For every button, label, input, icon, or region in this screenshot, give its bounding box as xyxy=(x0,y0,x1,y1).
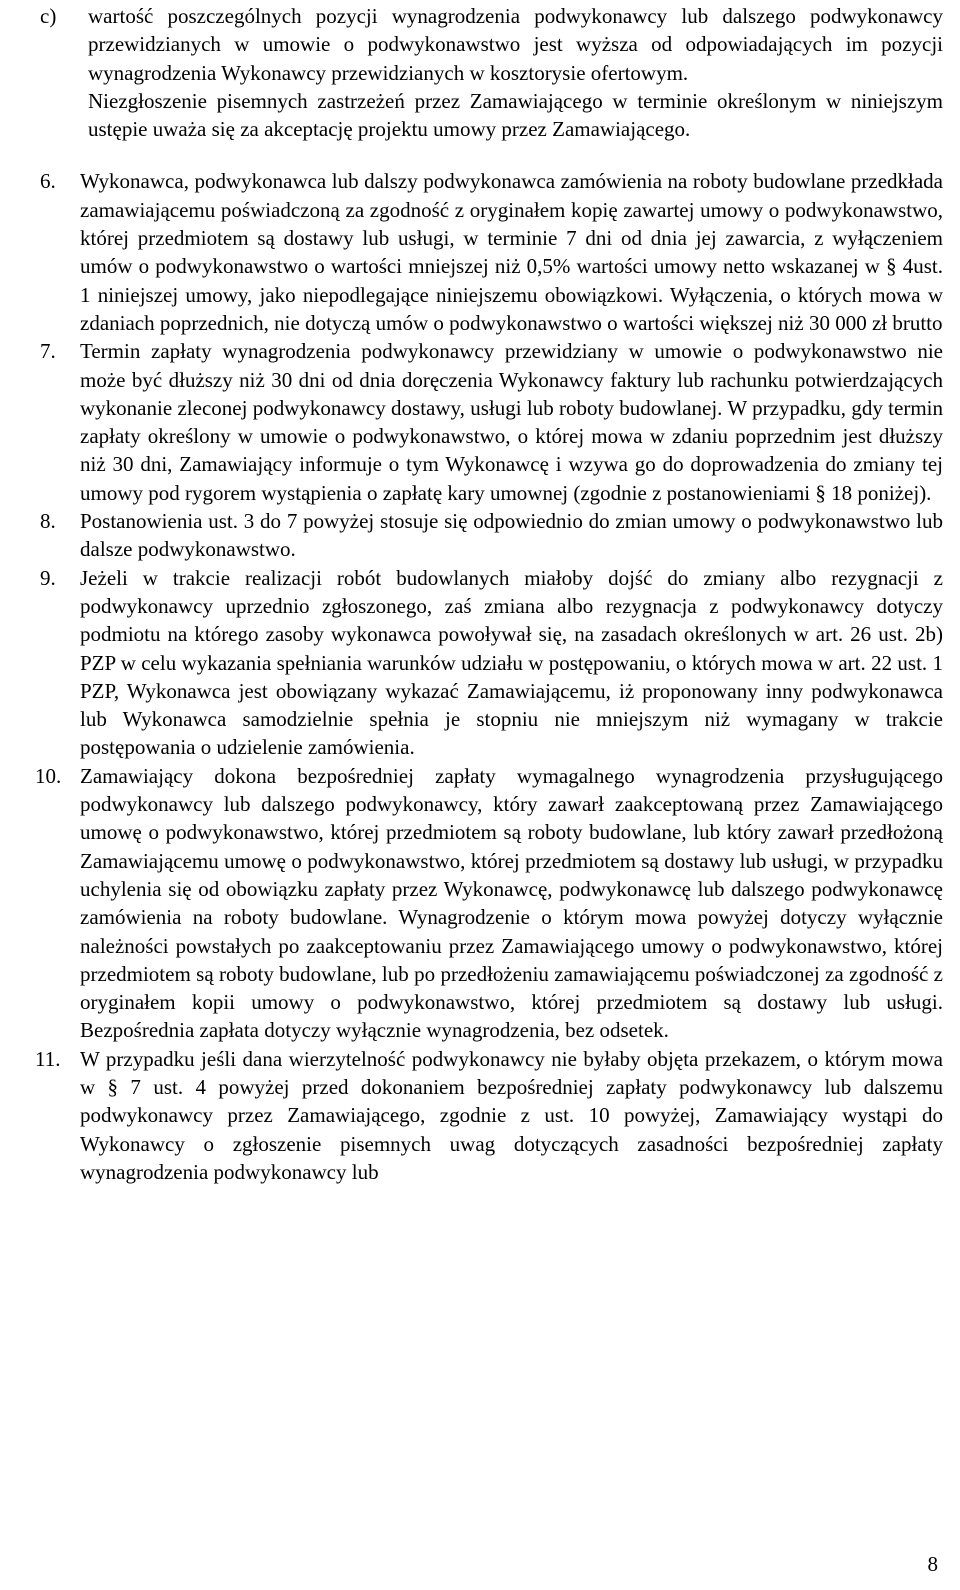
item-number: 7. xyxy=(40,339,56,364)
document-page xyxy=(35,2,943,1186)
item-text: W przypadku jeśli dana wierzytelność podwykonawcy nie byłaby objęta przekazem, o którym mowa w § 7 ust. 4 powyżej przed dokonaniem bezpośredniej zapłaty podwykonawcy lub dalszemu podwykonawcy przez Zamawiającego, zgodnie z ust. 10 powyżej, Zamawiający wystąpi do Wykonawcy o zgłoszenie pisemnych uwag dotyczących zasadności bezpośredniej zapłaty wynagrodzenia podwykonawcy lub xyxy=(80,1046,943,1184)
list-item-11 xyxy=(35,1045,943,1186)
item-number: 10. xyxy=(35,763,62,788)
page-number: 8 xyxy=(927,1552,938,1576)
item-text: Wykonawca, podwykonawca lub dalszy podwykonawca zamówienia na roboty budowlane przedkłada zamawiającemu poświadczoną za zgodność z oryginałem kopię zawartej umowy o podwykonawstwo, której przedmiotem są dostawy lub usługi, w terminie 7 dni od dnia jej zawarcia, z wyłączeniem umów o podwykonawstwo o wartości mniejszej niż 0,5% wartości umowy netto wskazanej w § 4ust. 1 niniejszej umowy, jako niepodlegające niniejszemu obowiązkowi. Wyłączenia, o których mowa w zdaniach poprzednich, nie dotyczą umów o podwykonawstwo o wartości większej niż 30 000 zł brutto xyxy=(80,169,943,335)
numbered-list xyxy=(35,167,943,1186)
item-text: Termin zapłaty wynagrodzenia podwykonawcy przewidziany w umowie o podwykonawstwo nie może być dłuższy niż 30 dni od dnia doręczenia Wykonawcy faktury lub rachunku potwierdzających wykonanie zleconej podwykonawcy dostawy, usługi lub roboty budowlanej. W przypadku, gdy termin zapłaty określony w umowie o podwykonawstwo, o której mowa w zdaniu poprzednim jest dłuższy niż 30 dni, Zamawiający informuje o tym Wykonawcę i wzywa go do doprowadzenia do zmiany tej umowy pod rygorem wystąpienia o zapłatę kary umownej (zgodnie z postanowieniami § 18 poniżej). xyxy=(80,339,943,505)
list-item-c xyxy=(40,2,943,87)
item-number: 11. xyxy=(35,1046,61,1071)
item-number: 8. xyxy=(40,509,56,534)
list-item-label: c) xyxy=(40,4,57,28)
item-number: 9. xyxy=(40,565,56,590)
item-number: 6. xyxy=(40,169,56,194)
item-text: Jeżeli w trakcie realizacji robót budowlanych miałoby dojść do zmiany albo rezygnacji z podwykonawcy uprzednio zgłoszonego, zaś zmiana albo rezygnacja z podwykonawcy dotyczy podmiotu na którego zasoby wykonawca powoływał się, na zasadach określonych w art. 26 ust. 2b) PZP w celu wykazania spełniania warunków udziału w postępowaniu, o których mowa w art. 22 ust. 1 PZP, Wykonawca jest obowiązany wykazać Zamawiającemu, iż proponowany inny podwykonawca lub Wykonawca samodzielnie spełnia je stopniu nie mniejszym niż wymagany w trakcie postępowania o udzielenie zamówienia. xyxy=(80,565,943,760)
list-item-9 xyxy=(40,564,943,762)
item-text: Postanowienia ust. 3 do 7 powyżej stosuje się odpowiednio do zmian umowy o podwykonawstwo lub dalsze podwykonawstwo. xyxy=(80,509,943,562)
list-item-7 xyxy=(40,337,943,507)
acceptance-note: Niezgłoszenie pisemnych zastrzeżeń przez Zamawiającego w terminie określonym w niniejszym ustępie uważa się za akceptację projektu umowy przez Zamawiającego. xyxy=(88,88,943,142)
list-item-8 xyxy=(40,507,943,564)
list-item-6 xyxy=(40,167,943,337)
list-item-10 xyxy=(35,762,943,1045)
list-item-text: wartość poszczególnych pozycji wynagrodzenia podwykonawcy lub dalszego podwykonawcy przewidzianych w umowie o podwykonawstwo jest wyższa od odpowiadających im pozycji wynagrodzenia Wykonawcy przewidzianych w kosztorysie ofertowym. xyxy=(88,4,943,85)
item-text: Zamawiający dokona bezpośredniej zapłaty wymagalnego wynagrodzenia przysługującego podwykonawcy lub dalszego podwykonawcy, który zawarł zaakceptowaną przez Zamawiającego umowę o podwykonawstwo, której przedmiotem są roboty budowlane, lub który zawarł przedłożoną Zamawiającemu umowę o podwykonawstwo, której przedmiotem są dostawy lub usługi, w przypadku uchylenia się od obowiązku zapłaty przez Wykonawcę, podwykonawcę lub dalszego podwykonawcę zamówienia na roboty budowlane. Wynagrodzenie o którym mowa powyżej dotyczy wyłącznie należności powstałych po zaakceptowaniu przez Zamawiającego umowy o podwykonawstwo, której przedmiotem są roboty budowlane, lub po przedłożeniu zamawiającemu poświadczonej za zgodność z oryginałem kopii umowy o podwykonawstwo, której przedmiotem są dostawy lub usługi. Bezpośrednia zapłata dotyczy wyłącznie wynagrodzenia, bez odsetek. xyxy=(80,763,943,1043)
